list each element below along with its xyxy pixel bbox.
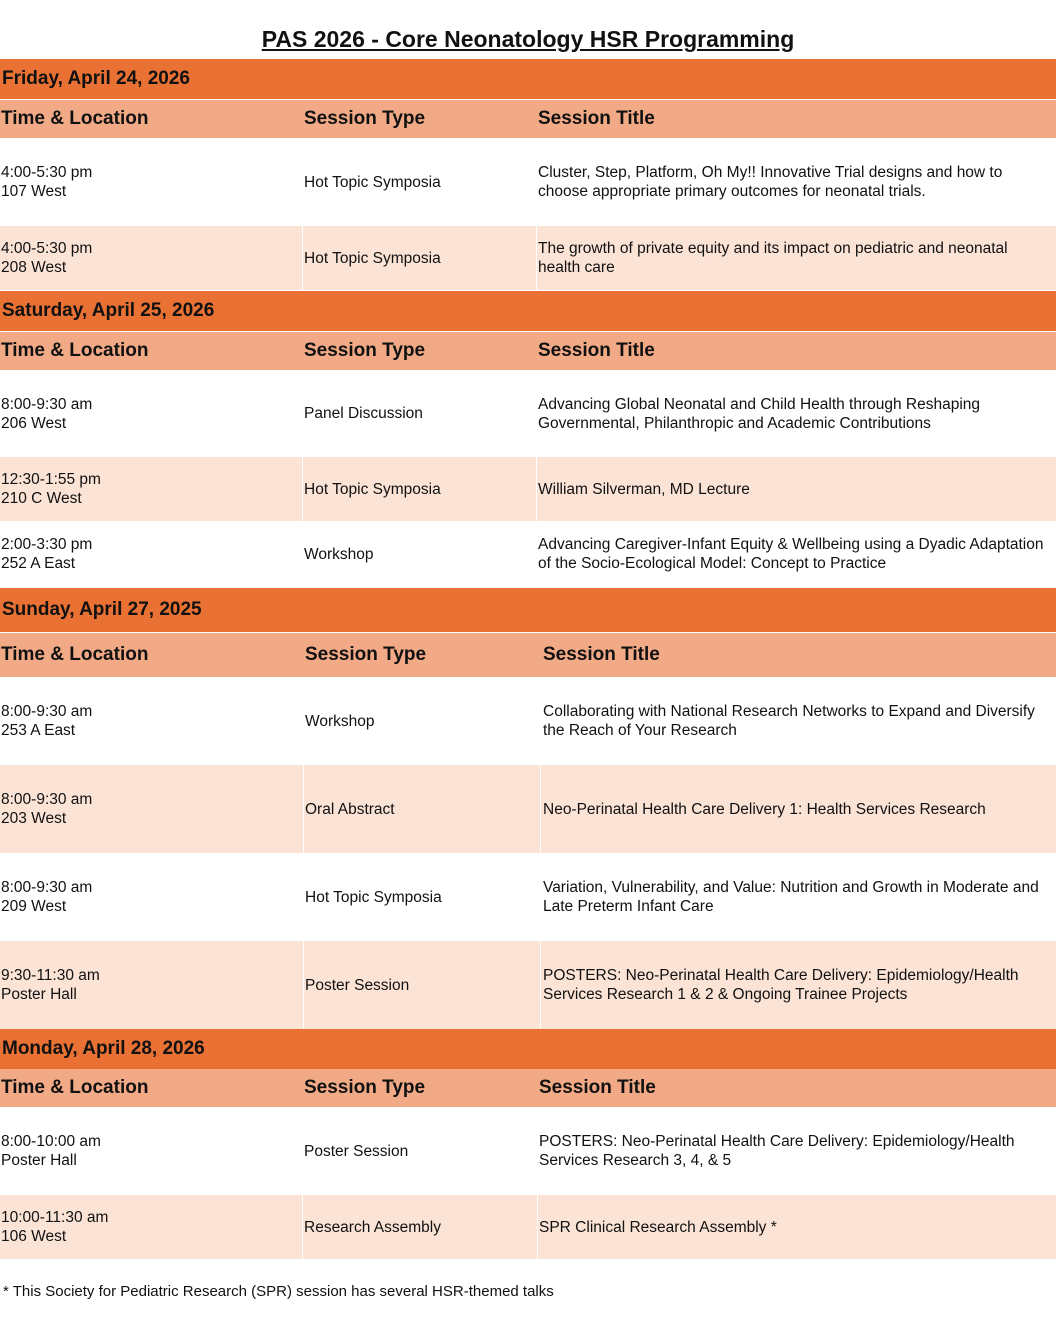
page-title: PAS 2026 - Core Neonatology HSR Programming — [261, 26, 795, 52]
column-divider — [537, 1195, 538, 1259]
session-type: Research Assembly — [304, 1218, 441, 1236]
column-header-row — [0, 332, 1056, 370]
column-divider — [302, 226, 303, 290]
session-title: Variation, Vulnerability, and Value: Nutrition and Growth in Moderate and Late Preterm Infant Care — [543, 879, 1039, 915]
time-location-cell — [1, 1195, 297, 1259]
session-location: Poster Hall — [1, 1152, 77, 1169]
time-location-cell — [1, 226, 297, 290]
session-title: Cluster, Step, Platform, Oh My!! Innovative Trial designs and how to choose appropriate primary outcomes for neonatal trials. — [538, 164, 1003, 200]
column-divider — [302, 1195, 303, 1259]
session-title: Advancing Global Neonatal and Child Health through Reshaping Governmental, Philanthropic and Academic Contributions — [538, 395, 981, 432]
session-row — [0, 370, 1056, 457]
column-divider — [536, 521, 537, 587]
column-header-title: Session Title — [538, 108, 655, 129]
column-divider — [540, 677, 541, 765]
column-divider — [536, 370, 537, 457]
session-type: Panel Discussion — [304, 405, 423, 422]
session-location: 203 West — [1, 810, 67, 827]
session-time: 8:00-9:30 am — [1, 703, 93, 720]
session-location: 253 A East — [1, 722, 76, 739]
session-row — [0, 1107, 1056, 1195]
time-location-cell — [1, 138, 297, 226]
session-title: William Silverman, MD Lecture — [538, 480, 750, 498]
session-row — [0, 941, 1056, 1029]
day-header: Saturday, April 25, 2026 — [0, 291, 1056, 331]
column-header-type: Session Type — [304, 1077, 426, 1098]
session-title: POSTERS: Neo-Perinatal Health Care Delivery: Epidemiology/Health Services Research 1 & 2 & Ongoing Trainee Projects — [543, 967, 1019, 1003]
column-header-title: Session Title — [539, 1077, 656, 1098]
day-header: Sunday, April 27, 2025 — [0, 588, 1056, 632]
session-row — [0, 1195, 1056, 1259]
column-header-time: Time & Location — [1, 340, 149, 361]
session-location: 210 C West — [1, 490, 82, 507]
session-type: Hot Topic Symposia — [304, 249, 441, 267]
session-time: 9:30-11:30 am — [1, 967, 100, 984]
column-divider — [303, 765, 304, 853]
session-row — [0, 138, 1056, 226]
session-type: Poster Session — [304, 1142, 409, 1160]
session-location: 106 West — [1, 1228, 67, 1245]
session-time: 8:00-9:30 am — [1, 395, 93, 413]
session-type: Hot Topic Symposia — [304, 173, 441, 191]
session-row — [0, 853, 1056, 941]
session-title: SPR Clinical Research Assembly * — [539, 1218, 777, 1236]
column-header-row — [0, 633, 1056, 677]
column-divider — [302, 1107, 303, 1195]
session-time: 4:00-5:30 pm — [1, 240, 93, 257]
session-title: The growth of private equity and its impact on pediatric and neonatal health care — [538, 240, 1008, 276]
session-location: 206 West — [1, 414, 67, 432]
time-location-cell — [1, 677, 297, 765]
column-divider — [302, 138, 303, 226]
column-divider — [536, 226, 537, 290]
session-location: 208 West — [1, 259, 67, 276]
session-location: Poster Hall — [1, 986, 77, 1003]
session-row — [0, 457, 1056, 521]
column-header-type: Session Type — [305, 644, 427, 665]
session-type: Poster Session — [305, 976, 410, 994]
column-divider — [302, 370, 303, 457]
session-title: Neo-Perinatal Health Care Delivery 1: Health Services Research — [543, 800, 986, 818]
column-header-title: Session Title — [543, 644, 660, 665]
session-row — [0, 521, 1056, 587]
column-header-time: Time & Location — [1, 1077, 149, 1098]
column-header-title: Session Title — [538, 340, 655, 361]
column-divider — [536, 138, 537, 226]
time-location-cell — [1, 853, 297, 941]
column-divider — [302, 457, 303, 521]
column-divider — [540, 941, 541, 1029]
column-divider — [540, 765, 541, 853]
session-location: 252 A East — [1, 555, 76, 572]
time-location-cell — [1, 521, 297, 587]
session-type: Oral Abstract — [305, 800, 395, 818]
column-header-time: Time & Location — [1, 644, 149, 665]
column-header-type: Session Type — [304, 108, 426, 129]
session-time: 4:00-5:30 pm — [1, 164, 93, 181]
session-time: 2:00-3:30 pm — [1, 536, 93, 553]
column-header-row — [0, 1069, 1056, 1107]
column-divider — [302, 521, 303, 587]
session-location: 107 West — [1, 183, 67, 200]
column-header-type: Session Type — [304, 340, 426, 361]
session-title: POSTERS: Neo-Perinatal Health Care Delivery: Epidemiology/Health Services Research 3, 4, & 5 — [539, 1133, 1015, 1169]
session-time: 8:00-9:30 am — [1, 791, 93, 808]
session-row — [0, 226, 1056, 290]
session-type: Workshop — [305, 712, 375, 730]
time-location-cell — [1, 370, 297, 457]
day-header: Friday, April 24, 2026 — [0, 59, 1056, 99]
column-header-row — [0, 100, 1056, 138]
column-divider — [303, 941, 304, 1029]
session-title: Advancing Caregiver-Infant Equity & Wellbeing using a Dyadic Adaptation of the Socio-Ecological Model: Concept to Practice — [538, 536, 1044, 572]
time-location-cell — [1, 765, 297, 853]
session-type: Workshop — [304, 545, 374, 563]
session-time: 12:30-1:55 pm — [1, 471, 101, 488]
session-time: 8:00-10:00 am — [1, 1133, 101, 1150]
column-header-time: Time & Location — [1, 108, 149, 129]
column-divider — [303, 677, 304, 765]
day-header: Monday, April 28, 2026 — [0, 1029, 1056, 1069]
session-type: Hot Topic Symposia — [304, 480, 441, 498]
session-row — [0, 677, 1056, 765]
session-time: 10:00-11:30 am — [1, 1209, 109, 1226]
session-row — [0, 765, 1056, 853]
time-location-cell — [1, 1107, 297, 1195]
session-type: Hot Topic Symposia — [305, 888, 442, 906]
time-location-cell — [1, 941, 297, 1029]
session-time: 8:00-9:30 am — [1, 879, 93, 896]
column-divider — [540, 853, 541, 941]
column-divider — [303, 853, 304, 941]
time-location-cell — [1, 457, 297, 521]
column-divider — [536, 457, 537, 521]
footnote: * This Society for Pediatric Research (SPR) session has several HSR-themed talks — [3, 1283, 554, 1300]
session-title: Collaborating with National Research Networks to Expand and Diversify the Reach of Your Research — [543, 703, 1035, 739]
session-location: 209 West — [1, 898, 67, 915]
column-divider — [537, 1107, 538, 1195]
